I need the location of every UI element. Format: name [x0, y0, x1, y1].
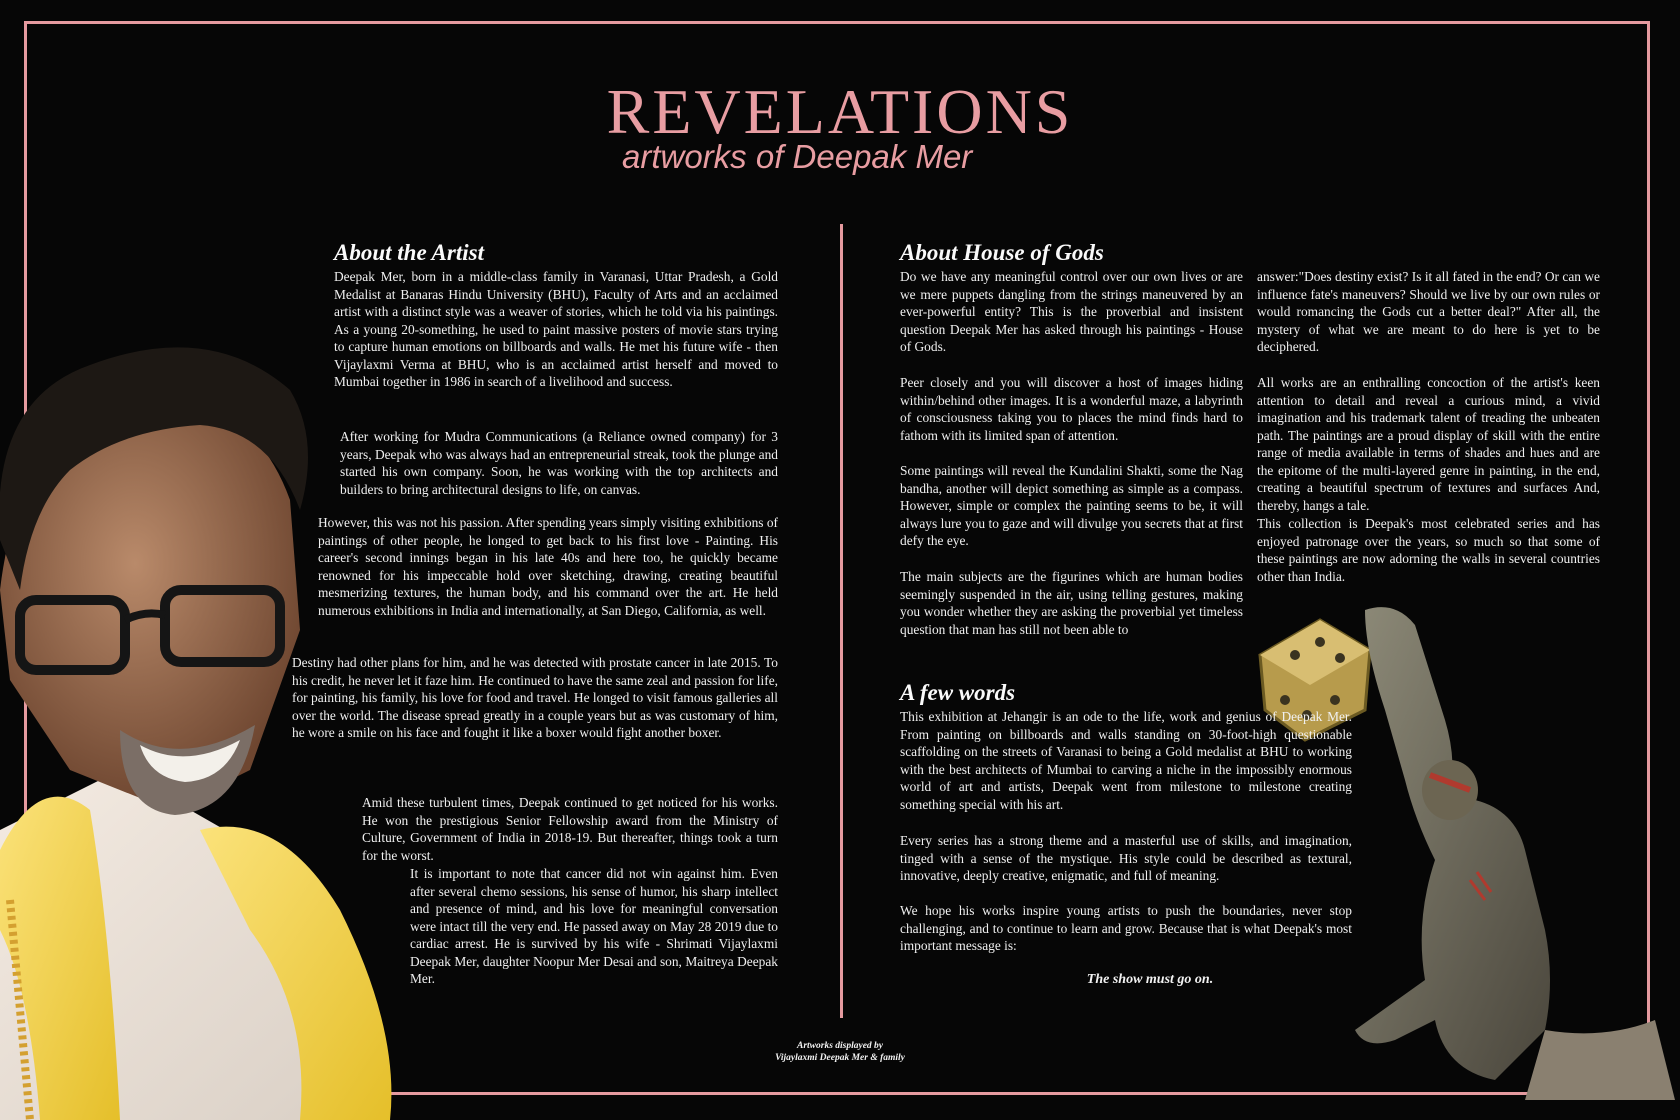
about-artist-heading: About the Artist [334, 240, 484, 265]
page-title: REVELATIONS [606, 76, 1074, 147]
house-of-gods-col2-paragraph-1: answer:"Does destiny exist? Is it all fated in the end? Or can we influence fate's maneuvers? Should we live by our own rules or would romancing the Gods cut a better deal?" After all, the mystery of what we are meant to do here is yet to be deciphered. [1257, 269, 1600, 354]
about-artist-paragraph-1: Deepak Mer, born in a middle-class family in Varanasi, Uttar Pradesh, a Gold Medalist at Banaras Hindu University (BHU), Faculty of Arts and an acclaimed artist with a distinct style was a weaver of stories, which he told via his paintings. As a young 20-something, he used to paint massive posters of movie stars trying to capture human emotions on billboards and walls. He met his future wife - then Vijaylaxmi Verma at BHU, who is an acclaimed artist herself and moved to Mumbai together in 1986 in search of a livelihood and success. [334, 269, 778, 389]
house-of-gods-col1-paragraph-1: Do we have any meaningful control over our own lives or are we mere puppets dangling from the strings maneuvered by an ever-powerful entity? This is the proverbial and insistent question Deepak Mer has asked through his paintings - House of Gods. [900, 269, 1243, 354]
house-of-gods-col2-paragraph-3: This collection is Deepak's most celebrated series and has enjoyed patronage over the years, so much so that some of these paintings are now adorning the walls in several countries other than India. [1257, 516, 1600, 584]
about-artist-paragraph-2: After working for Mudra Communications (a Reliance owned company) for 3 years, Deepak who was always had an entrepreneurial streak, took the plunge and started his own company. Soon, he was working with the top architects and builders to bring architectural designs to life, on canvas. [340, 429, 779, 497]
house-of-gods-col2-paragraph-2: All works are an enthralling concoction of the artist's keen attention to detail and reveal a curious mind, a vivid imagination and his trademark talent of treading the unbeaten path. The paintings are a proud display of skill with the entire range of media available in terms of shades and hues and are the epitome of the multi-layered genre in painting, in the end, creating a beautiful spectrum of textures and surfaces And, thereby, hangs a tale. [1257, 375, 1600, 513]
credit-line-1: Artworks displayed by [796, 1041, 884, 1051]
house-of-gods-col1-paragraph-2: Peer closely and you will discover a host of images hiding within/behind other images. It is a wonderful maze, a labyrinth of consciousness taking you to places the mind finds hard to fathom with its limited span of attention. [900, 375, 1243, 443]
column-divider [840, 224, 843, 1018]
about-artist-paragraph-5: Amid these turbulent times, Deepak continued to get noticed for his works. He won the prestigious Senior Fellowship award from the Ministry of Culture, Government of India in 2018-19. But thereafter, things took a turn for the worst. [362, 795, 778, 863]
few-words-heading: A few words [900, 680, 1016, 705]
about-artist-paragraph-6: It is important to note that cancer did not win against him. Even after several chemo sessions, his sense of humor, his sharp intellect and presence of mind, and his love for meaningful conversation were intact till the very end. He passed away on May 28 2019 due to cardiac arrest. He is survived by his wife - Shrimati Vijaylaxmi Deepak Mer, daughter Noopur Mer Desai and son, Maitreya Deepak Mer. [410, 866, 778, 986]
about-artist-paragraph-4: Destiny had other plans for him, and he was detected with prostate cancer in late 2015. To his credit, he never let it faze him. He continued to have the same zeal and passion for life, for painting, his family, his love for food and travel. He longed to visit famous galleries all over the world. The disease spread greatly in a couple years but as was customary of him, he wore a smile on his face and fought it like a boxer would fight another boxer. [292, 655, 778, 740]
house-of-gods-col1-paragraph-4: The main subjects are the figurines which are human bodies seemingly suspended in the air, using telling gestures, making you wonder whether they are asking the proverbial yet timeless question that man has still not been able to [900, 569, 1243, 637]
page-subtitle: artworks of Deepak Mer [622, 138, 973, 175]
closing-quote: The show must go on. [1086, 972, 1214, 987]
house-of-gods-col1-paragraph-3: Some paintings will reveal the Kundalini Shakti, some the Nag bandha, another will depict something as simple as a compass. However, simple or complex the painting seems to be, it will always lure you to gaze and will divulge you secrets that at first defy the eye. [900, 463, 1243, 548]
few-words-paragraph-3: We hope his works inspire young artists to push the boundaries, never stop challenging, and to continue to learn and grow. Because that is what Deepak's most important message is: [900, 903, 1352, 953]
house-of-gods-heading: About House of Gods [900, 240, 1104, 265]
about-artist-paragraph-3: However, this was not his passion. After spending years simply visiting exhibitions of paintings of other people, he longed to get back to his first love - Painting. His career's second innings began in his late 40s and here too, he quickly became renowned for his impeccable hold over sketching, drawing, creating beautiful mesmerizing textures, the human body, and his command over the art. He held numerous exhibitions in India and internationally, at San Diego, California, as well. [318, 515, 778, 618]
credit-line-2: Vijaylaxmi Deepak Mer & family [775, 1053, 905, 1063]
few-words-paragraph-2: Every series has a strong theme and a masterful use of skills, and imagination, tinged with a sense of the mystique. His style could be described as textural, innovative, deeply creative, enigmatic, and full of meaning. [900, 833, 1352, 883]
artworks-credit [690, 1040, 990, 1064]
few-words-paragraph-1: This exhibition at Jehangir is an ode to the life, work and genius of Deepak Mer. From painting on billboards and walls standing on 30-foot-high questionable scaffolding on the streets of Varanasi to being a Gold medalist at BHU to working with the best architects of Mumbai to carving a niche in the impossibly enormous world of art and artists, Deepak went from milestone to milestone creating something special with his art. [900, 709, 1352, 812]
